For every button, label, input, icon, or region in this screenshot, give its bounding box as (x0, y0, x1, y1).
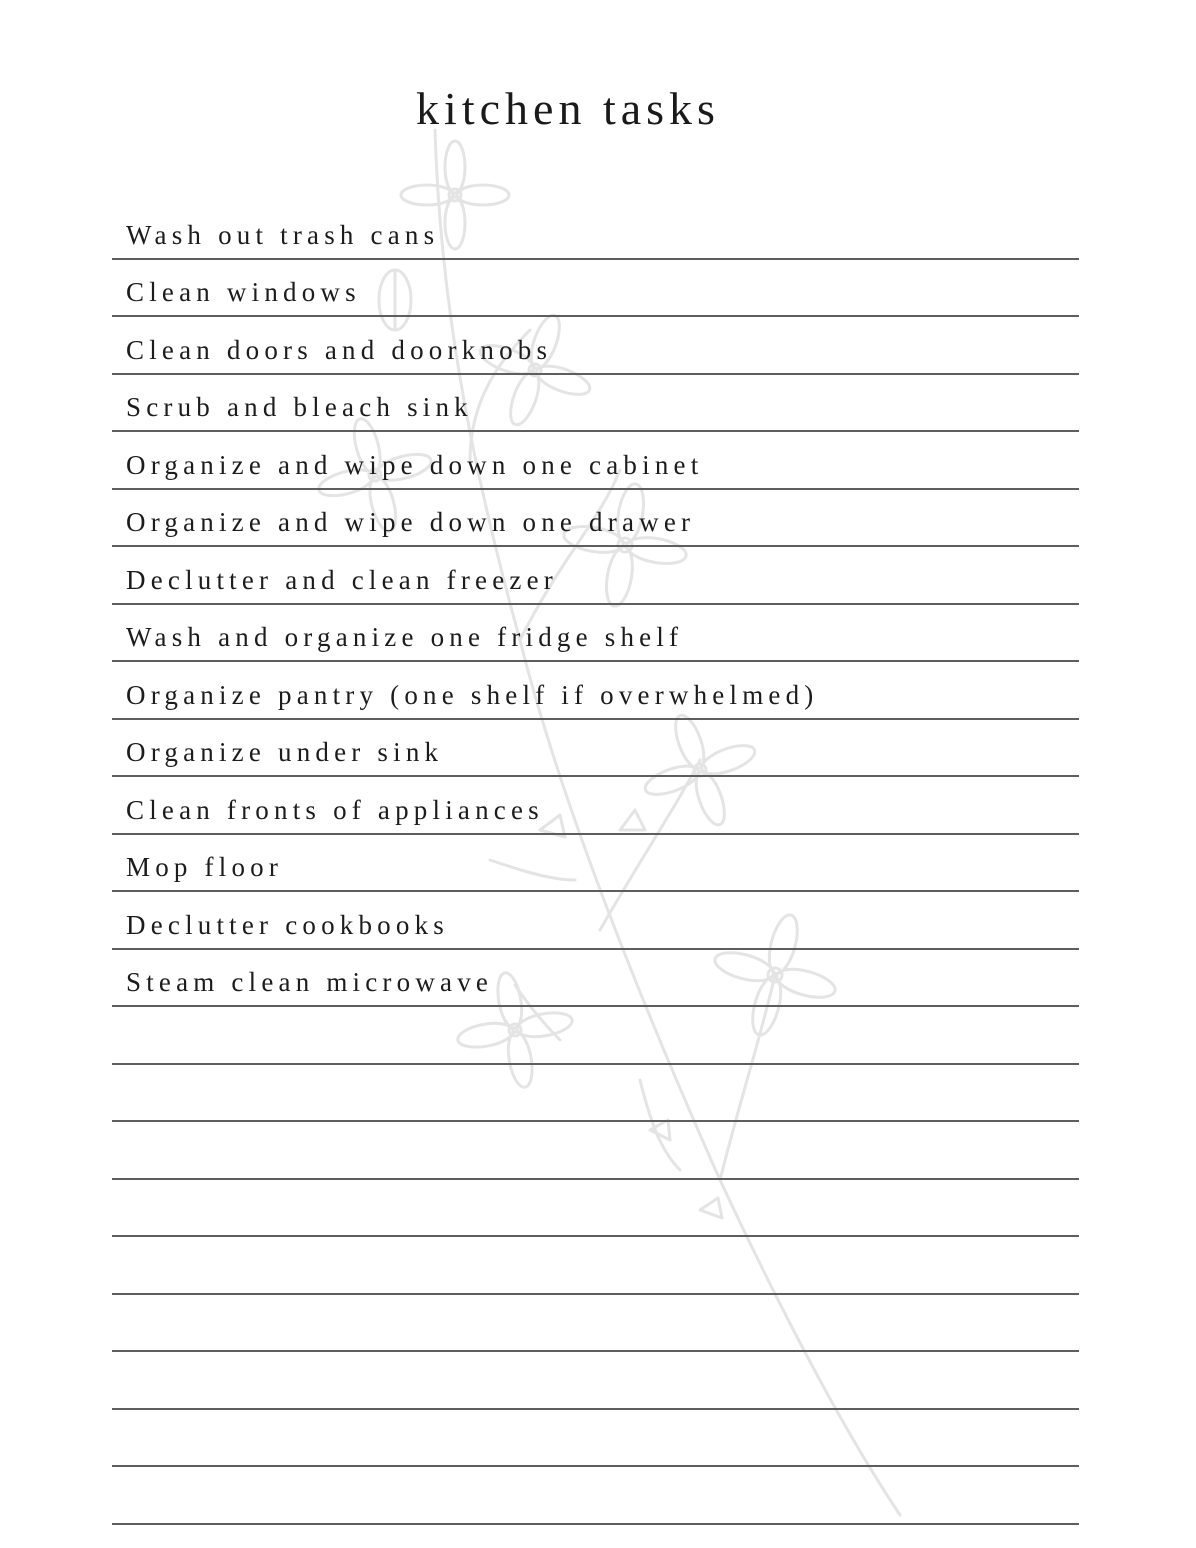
task-row (112, 1007, 1079, 1065)
task-text: Declutter and clean freezer (126, 564, 558, 595)
task-row (112, 1065, 1079, 1123)
task-text: Wash and organize one fridge shelf (126, 622, 684, 652)
task-row (112, 835, 1079, 893)
task-list (112, 202, 1079, 1525)
task-text: Organize and wipe down one cabinet (126, 449, 704, 480)
task-row (112, 777, 1079, 835)
task-row (112, 432, 1079, 490)
page-title: kitchen tasks (416, 83, 720, 134)
task-text: Mop floor (126, 852, 284, 882)
task-text: Scrub and bleach sink (126, 392, 473, 422)
task-row (112, 1295, 1079, 1353)
task-row (112, 1122, 1079, 1180)
task-text: Clean doors and doorknobs (126, 334, 553, 365)
task-row (112, 1352, 1079, 1410)
task-text: Declutter cookbooks (126, 909, 449, 940)
task-row (112, 1237, 1079, 1295)
task-row (112, 375, 1079, 433)
task-text: Wash out trash cans (126, 219, 440, 250)
task-row (112, 317, 1079, 375)
task-row (112, 1180, 1079, 1238)
task-text: Organize pantry (one shelf if overwhelmed) (126, 679, 819, 710)
task-text: Organize under sink (126, 737, 444, 767)
task-row (112, 1410, 1079, 1468)
task-text: Clean fronts of appliances (126, 794, 544, 825)
task-row (112, 605, 1079, 663)
task-row (112, 662, 1079, 720)
task-text: Steam clean microwave (126, 967, 494, 997)
task-row (112, 260, 1079, 318)
task-row (112, 547, 1079, 605)
task-row (112, 950, 1079, 1008)
task-row (112, 892, 1079, 950)
task-row (112, 490, 1079, 548)
task-row (112, 202, 1079, 260)
task-row (112, 720, 1079, 778)
task-text: Organize and wipe down one drawer (126, 507, 696, 537)
task-row (112, 1467, 1079, 1525)
task-text: Clean windows (126, 277, 361, 307)
